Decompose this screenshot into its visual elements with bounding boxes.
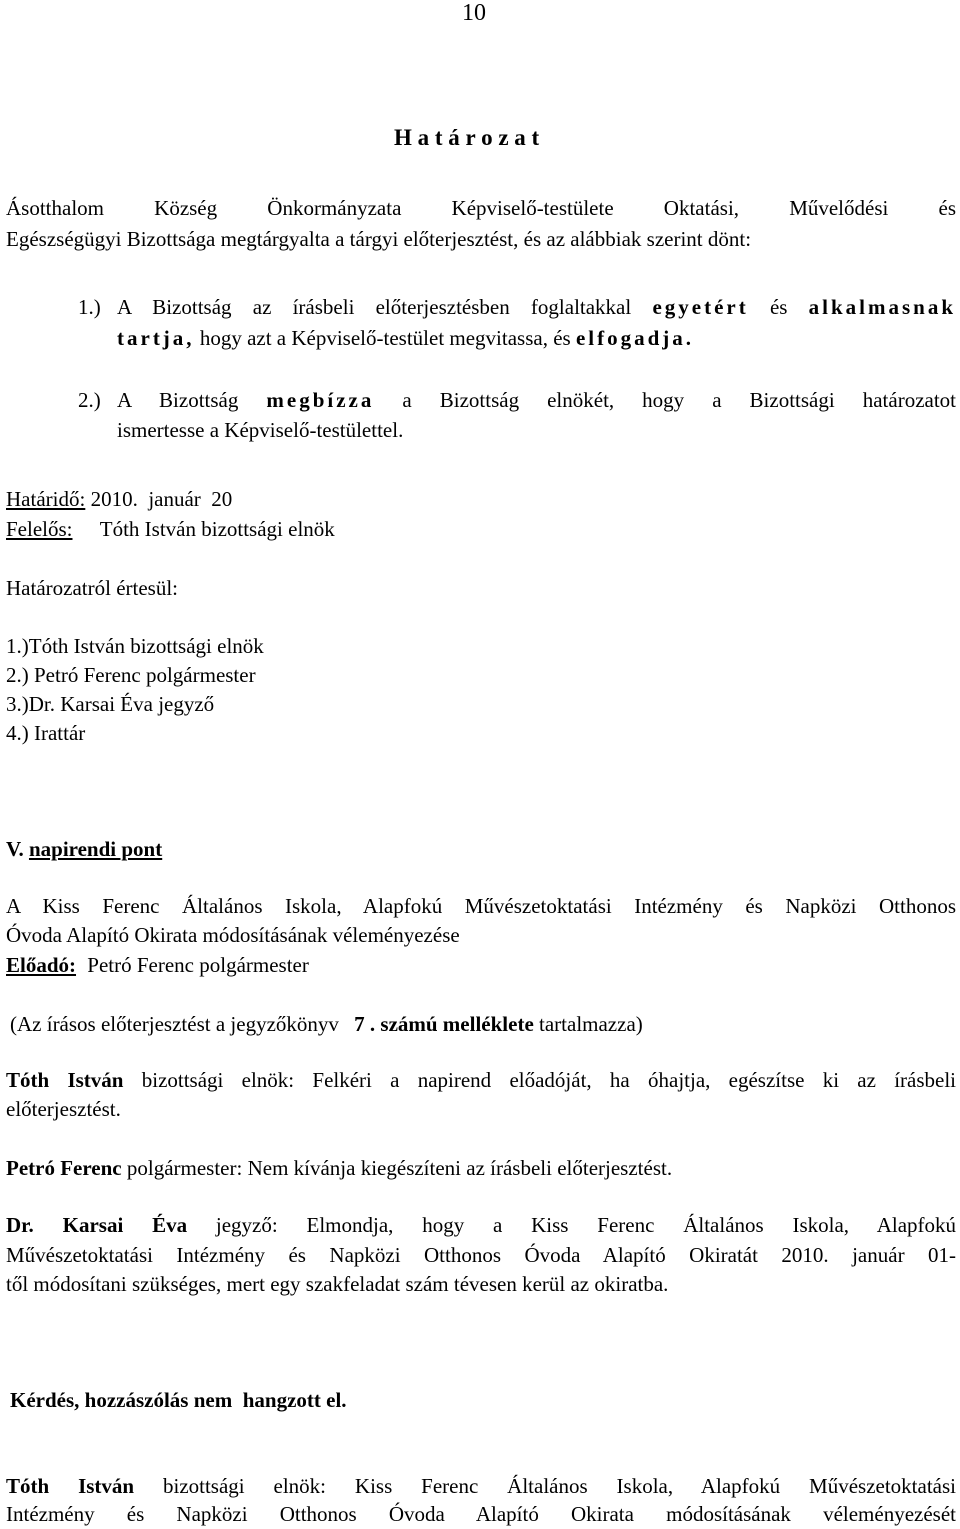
attachment-note bbox=[10, 1012, 643, 1037]
presenter-label: Előadó: bbox=[6, 953, 77, 977]
agenda-heading bbox=[6, 837, 162, 862]
speech3-text: jegyző: Elmondja, hogy a Kiss Ferenc Általános Iskola, Alapfokú bbox=[215, 1213, 957, 1237]
agenda-title-line-1: A Kiss Ferenc Általános Iskola, Alapfokú Művészetoktatási Intézmény és Napközi Otthonos bbox=[6, 894, 956, 918]
attachment-text-a: (Az írásos előterjesztést a jegyzőkönyv bbox=[10, 1012, 339, 1036]
item1-agrees: egyetért bbox=[652, 295, 749, 319]
questions-note: Kérdés, hozzászólás nem hangzott el. bbox=[10, 1388, 347, 1412]
speech4-text: Kiss Ferenc Általános Iskola, Alapfokú Művészetoktatási bbox=[354, 1474, 956, 1498]
agenda-title-line-2: Óvoda Alapító Okirata módosításának véleményezése bbox=[6, 923, 460, 947]
presenter-value: Petró Ferenc polgármester bbox=[87, 953, 309, 977]
attachment-number: 7 . számú melléklete bbox=[354, 1012, 534, 1036]
notify-item-1: 1.)Tóth István bizottsági elnök bbox=[6, 634, 264, 658]
item2-text-a: A Bizottság bbox=[117, 388, 239, 412]
item1-number: 1.) bbox=[78, 295, 101, 319]
item2-line-2: ismertesse a Képviselő-testülettel. bbox=[117, 418, 404, 442]
notify-item-2: 2.) Petró Ferenc polgármester bbox=[6, 663, 256, 687]
item1-line-1 bbox=[117, 295, 956, 320]
item1-text-c: és bbox=[769, 295, 788, 319]
speech4-line-2: Intézmény és Napközi Otthonos Óvoda Alapító Okirata módosításának véleményezését bbox=[6, 1502, 956, 1526]
intro-line-2: Egészségügyi Bizottsága megtárgyalta a tárgyi előterjesztést, és az alábbiak szerint dönt: bbox=[6, 227, 752, 251]
notify-item-3: 3.)Dr. Karsai Éva jegyző bbox=[6, 692, 215, 716]
page-number: 10 bbox=[462, 0, 486, 26]
item1-suitable: alkalmasnak bbox=[808, 295, 957, 319]
agenda-prefix: V. bbox=[6, 837, 24, 861]
item1-line-2 bbox=[117, 326, 694, 351]
speech3-name: Karsai Éva bbox=[62, 1213, 188, 1237]
speech1-line-2: előterjesztést. bbox=[6, 1097, 121, 1121]
responsible-label: Felelős: bbox=[6, 517, 73, 541]
item1-text-f: hogy azt a Képviselő-testület megvitassa, és bbox=[199, 326, 571, 350]
responsible-row bbox=[6, 517, 335, 542]
responsible-value: Tóth István bizottsági elnök bbox=[99, 517, 335, 541]
speech3-line-2: Művészetoktatási Intézmény és Napközi Otthonos Óvoda Alapító Okiratát 2010. január 01- bbox=[6, 1243, 956, 1267]
item1-text-a: A Bizottság az írásbeli előterjesztésben foglaltakkal bbox=[117, 295, 632, 319]
item2-text-c: a Bizottság elnökét, hogy a Bizottsági határozatot bbox=[402, 388, 957, 412]
notify-label: Határozatról értesül: bbox=[6, 576, 178, 600]
item1-adopt: elfogadja. bbox=[575, 326, 695, 350]
notify-item-4: 4.) Irattár bbox=[6, 721, 86, 745]
speech2-text: polgármester: Nem kívánja kiegészíteni az írásbeli előterjesztést. bbox=[126, 1156, 673, 1180]
deadline-value: 2010. január 20 bbox=[90, 487, 233, 511]
speech2-name: Petró Ferenc bbox=[6, 1156, 122, 1180]
speech2 bbox=[6, 1156, 672, 1181]
item2-commission: megbízza bbox=[266, 388, 375, 412]
speech3-line-1 bbox=[6, 1213, 956, 1238]
item2-number: 2.) bbox=[78, 388, 101, 412]
deadline-row bbox=[6, 487, 232, 512]
speech1-name: Tóth István bbox=[6, 1068, 124, 1092]
speech3-line-3: től módosítani szükséges, mert egy szakfeladat szám tévesen kerül az okiratba. bbox=[6, 1272, 669, 1296]
speech1-text: bizottsági elnök: Felkéri a napirend előadóját, ha óhajtja, egészítse ki az írásbeli bbox=[141, 1068, 957, 1092]
item2-line-1 bbox=[117, 388, 956, 413]
intro-line-1: Ásotthalom Község Önkormányzata Képviselő-testülete Oktatási, Művelődési és bbox=[6, 196, 956, 220]
attachment-text-c: tartalmazza) bbox=[539, 1012, 643, 1036]
agenda-label: napirendi pont bbox=[28, 837, 163, 861]
resolution-title: H a t á r o z a t bbox=[394, 125, 540, 150]
speech4-name: Tóth István bbox=[6, 1474, 135, 1498]
speech4-role: bizottsági elnök: bbox=[162, 1474, 327, 1498]
presenter-row bbox=[6, 953, 309, 978]
item1-holds: tartja, bbox=[117, 326, 195, 350]
deadline-label: Határidő: bbox=[6, 487, 86, 511]
speech4-line-1 bbox=[6, 1474, 956, 1499]
speech3-title: Dr. bbox=[6, 1213, 34, 1237]
speech1-line-1 bbox=[6, 1068, 956, 1093]
